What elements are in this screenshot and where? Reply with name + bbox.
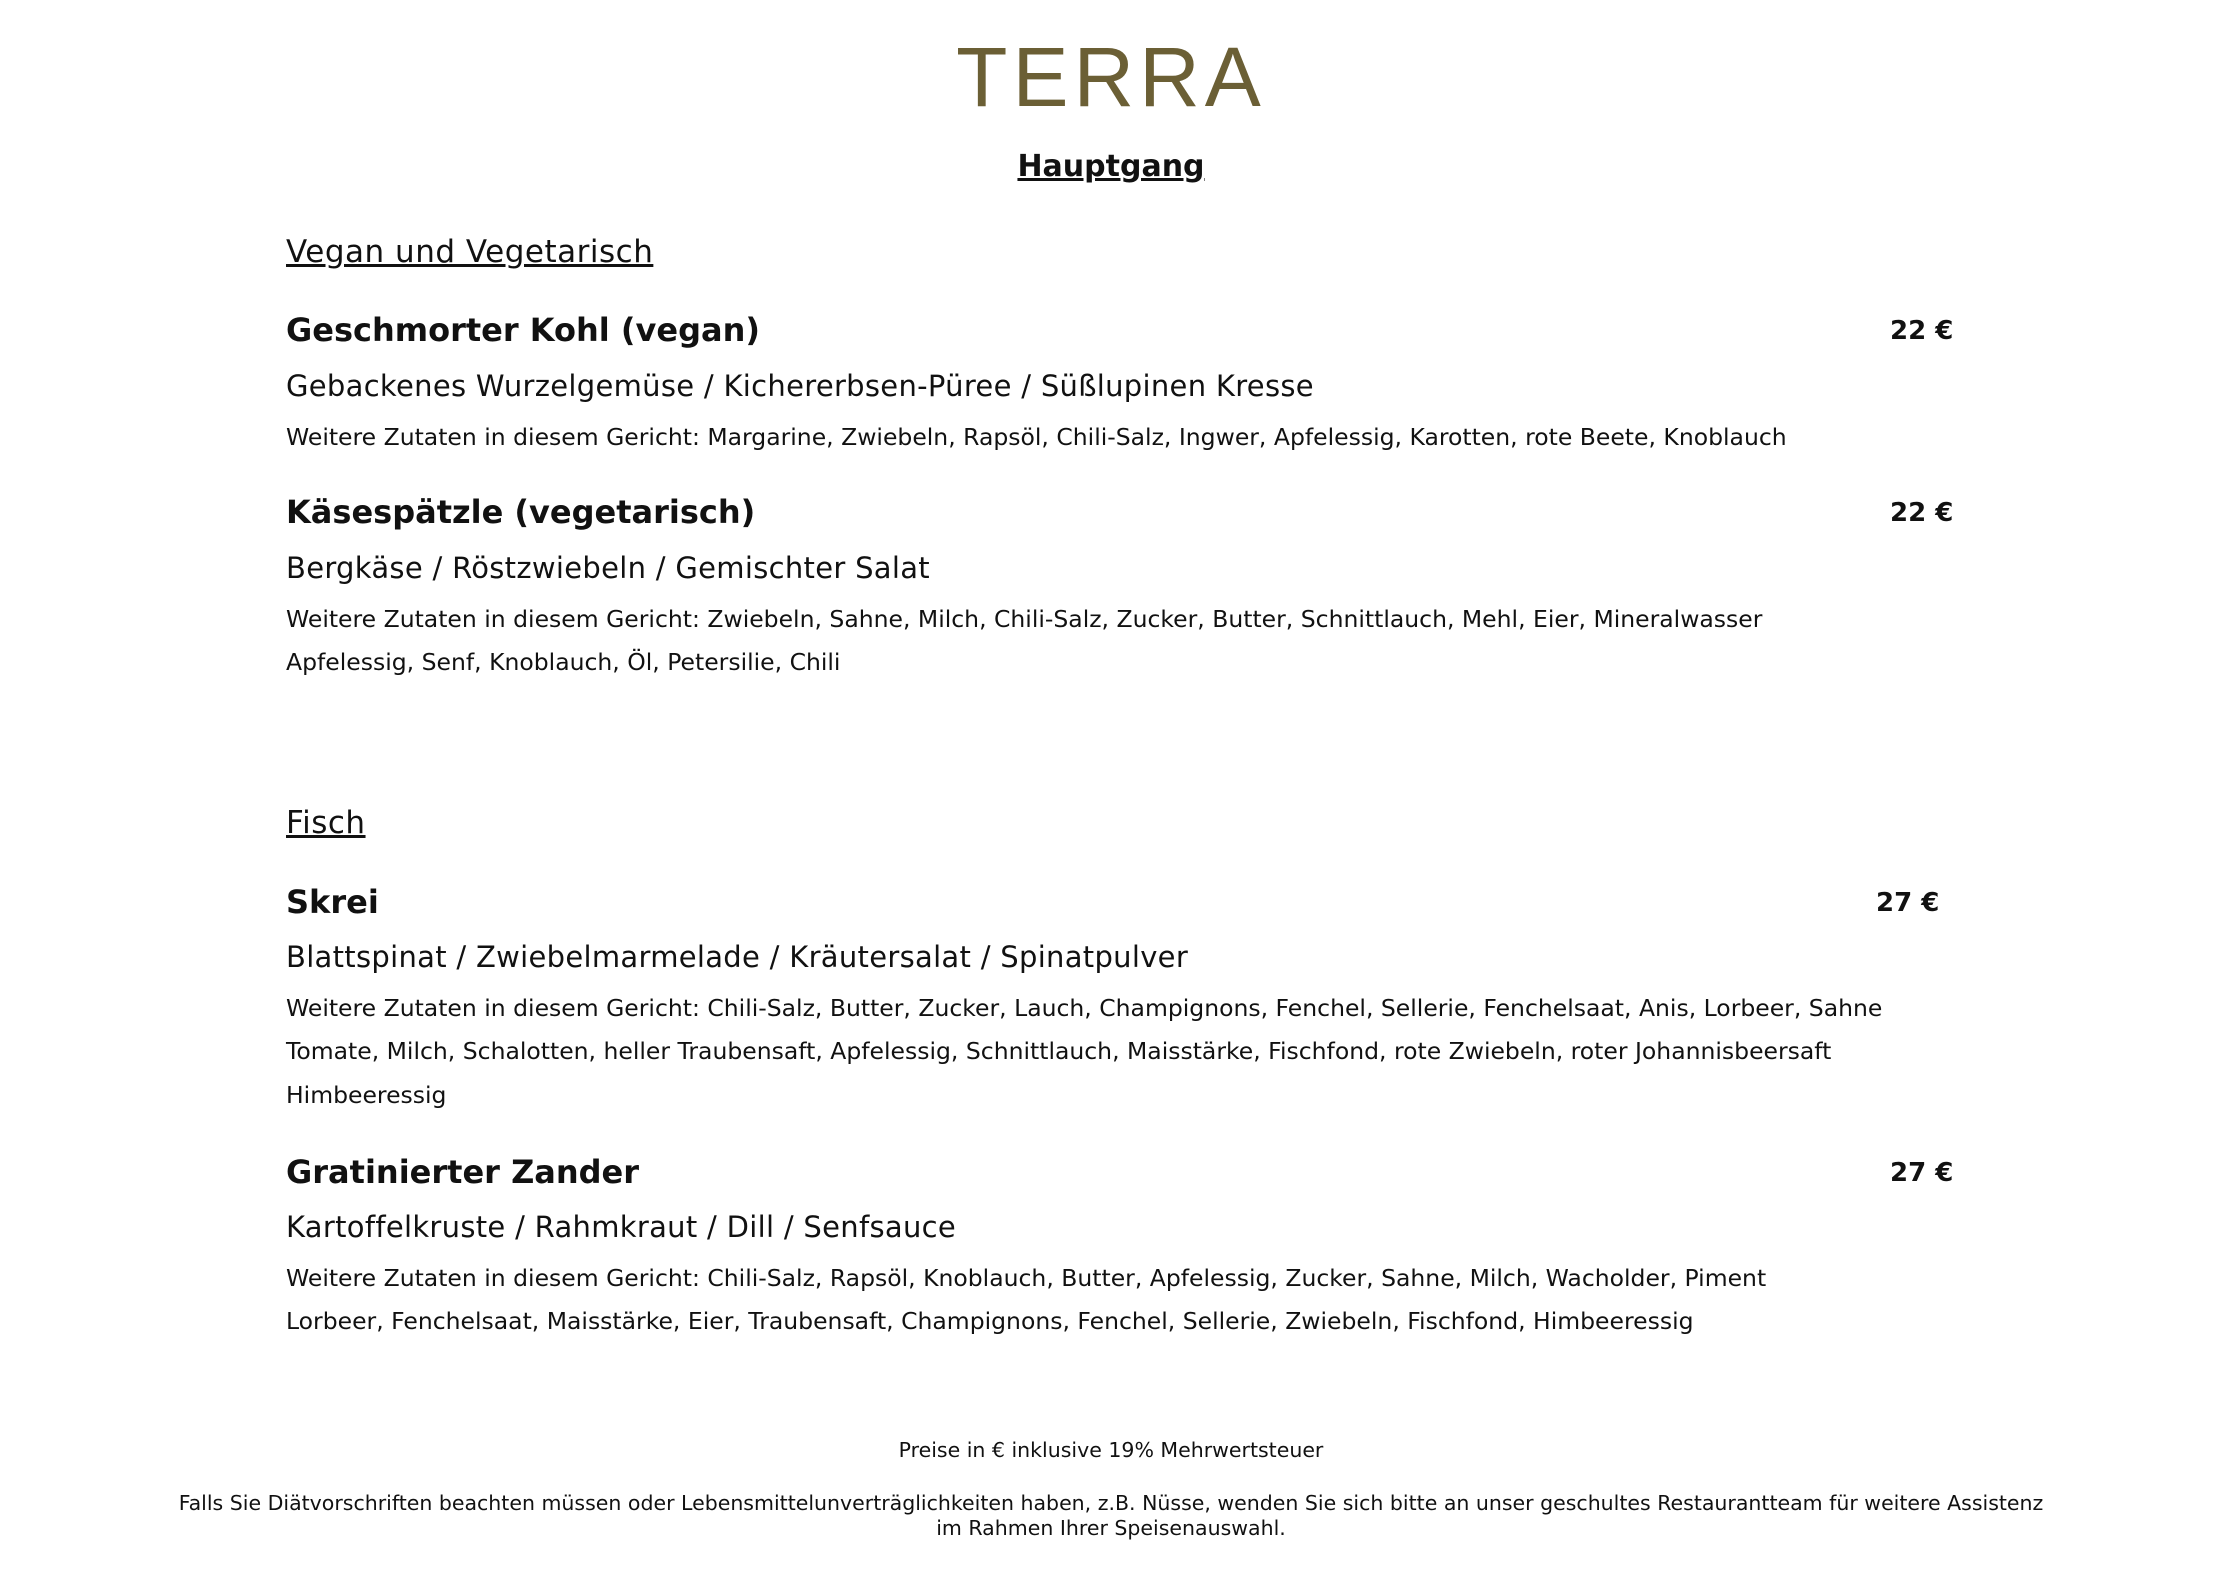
dish-ingredients: Himbeeressig [286,1081,447,1109]
dish-price: 22 € [1890,316,1954,346]
dish-name: Skrei [286,883,379,921]
dish-price: 22 € [1890,498,1954,528]
dish-price: 27 € [1876,888,1940,918]
section-heading-fisch: Fisch [286,805,366,841]
dish-description: Blattspinat / Zwiebelmarmelade / Kräutersalat / Spinatpulver [286,940,1189,974]
dish-description: Kartoffelkruste / Rahmkraut / Dill / Senfsauce [286,1210,957,1244]
page-title: Hauptgang [1017,149,1205,184]
dish-ingredients: Weitere Zutaten in diesem Gericht: Margarine, Zwiebeln, Rapsöl, Chili-Salz, Ingwer, Apfelessig, Karotten, rote Beete, Knoblauch [286,423,1787,451]
dish-name: Gratinierter Zander [286,1153,640,1191]
allergy-note-continued: im Rahmen Ihrer Speisenauswahl. [936,1516,1286,1540]
dish-name: Geschmorter Kohl (vegan) [286,311,760,349]
dish-ingredients: Weitere Zutaten in diesem Gericht: Chili-Salz, Rapsöl, Knoblauch, Butter, Apfelessig, Zucker, Sahne, Milch, Wacholder, Piment [286,1264,1767,1292]
dish-ingredients: Lorbeer, Fenchelsaat, Maisstärke, Eier, Traubensaft, Champignons, Fenchel, Sellerie, Zwiebeln, Fischfond, Himbeeressig [286,1307,1694,1335]
restaurant-logo: TERRA [956,30,1266,124]
dish-ingredients: Weitere Zutaten in diesem Gericht: Zwiebeln, Sahne, Milch, Chili-Salz, Zucker, Butter, Schnittlauch, Mehl, Eier, Mineralwasser [286,605,1763,633]
dish-ingredients: Weitere Zutaten in diesem Gericht: Chili-Salz, Butter, Zucker, Lauch, Champignons, Fenchel, Sellerie, Fenchelsaat, Anis, Lorbeer, Sahne [286,994,1883,1022]
dish-name: Käsespätzle (vegetarisch) [286,493,756,531]
dish-description: Gebackenes Wurzelgemüse / Kichererbsen-Püree / Süßlupinen Kresse [286,369,1314,403]
section-heading-vegan-vegetarisch: Vegan und Vegetarisch [286,234,654,270]
vat-note: Preise in € inklusive 19% Mehrwertsteuer [898,1438,1324,1462]
dish-ingredients: Apfelessig, Senf, Knoblauch, Öl, Petersilie, Chili [286,648,841,676]
dish-description: Bergkäse / Röstzwiebeln / Gemischter Salat [286,551,930,585]
dish-price: 27 € [1890,1158,1954,1188]
dish-ingredients: Tomate, Milch, Schalotten, heller Traubensaft, Apfelessig, Schnittlauch, Maisstärke, Fischfond, rote Zwiebeln, roter Johannisbeersaft [286,1037,1832,1065]
allergy-note: Falls Sie Diätvorschriften beachten müssen oder Lebensmittelunverträglichkeiten haben, z.B. Nüsse, wenden Sie sich bitte an unser geschultes Restaurantteam für weitere Assistenz [178,1491,2044,1515]
